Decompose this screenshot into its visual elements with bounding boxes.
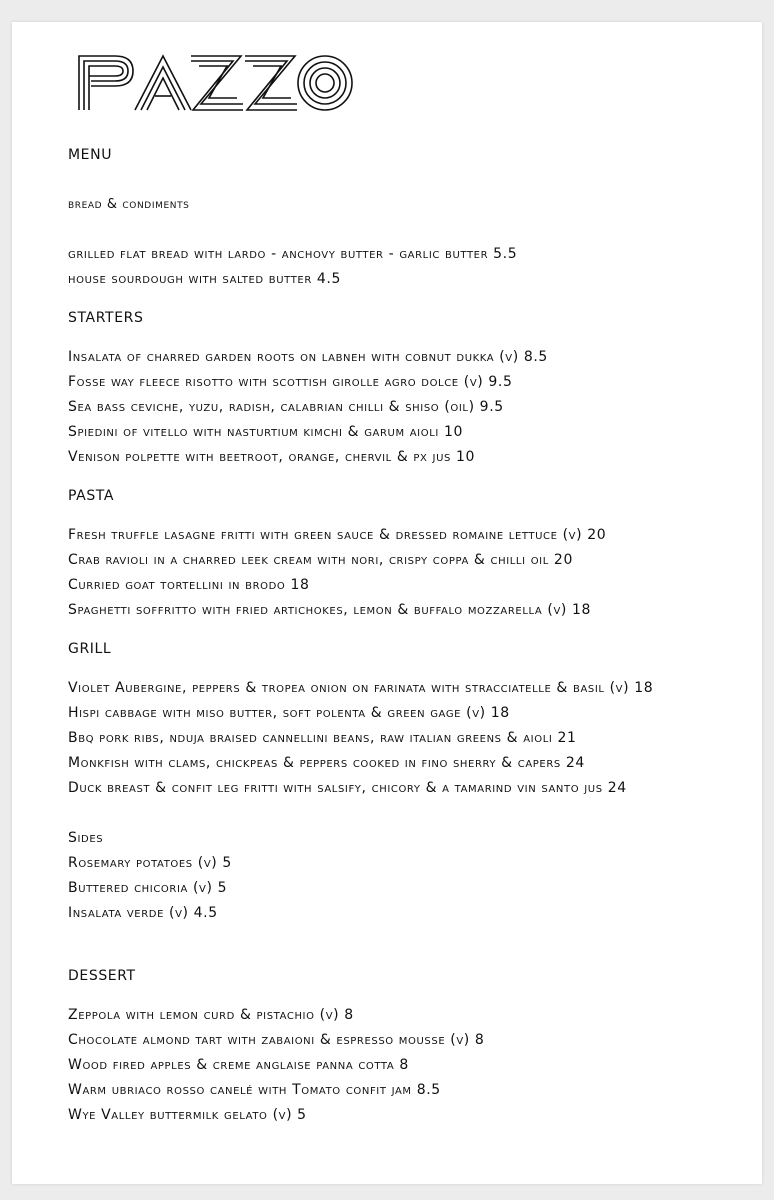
- menu-item: Fosse way fleece risotto with scottish girolle agro dolce (v) 9.5: [68, 374, 513, 390]
- menu-title: MENU: [68, 147, 113, 163]
- menu-item: Chocolate almond tart with zabaioni & espresso mousse (v) 8: [68, 1032, 485, 1048]
- menu-item: grilled flat bread with lardo - anchovy butter - garlic butter 5.5: [68, 246, 518, 262]
- menu-item: Violet Aubergine, peppers & tropea onion on farinata with stracciatelle & basil (v) 18: [68, 680, 654, 696]
- menu-item: Hispi cabbage with miso butter, soft polenta & green gage (v) 18: [68, 705, 510, 721]
- section-title-pasta: PASTA: [68, 488, 115, 504]
- section-title-sides: Sides: [68, 830, 104, 846]
- menu-item: Bbq pork ribs, nduja braised cannellini beans, raw italian greens & aioli 21: [68, 730, 577, 746]
- menu-page: [12, 22, 762, 1184]
- menu-item: house sourdough with salted butter 4.5: [68, 271, 341, 287]
- section-title-bread: bread & condiments: [68, 197, 190, 212]
- section-title-starters: STARTERS: [68, 310, 144, 326]
- menu-item: Buttered chicoria (v) 5: [68, 880, 228, 896]
- menu-item: Zeppola with lemon curd & pistachio (v) 8: [68, 1007, 354, 1023]
- pazzo-logo: [77, 54, 353, 112]
- menu-item: Insalata verde (v) 4.5: [68, 905, 218, 921]
- menu-item: Crab ravioli in a charred leek cream with nori, crispy coppa & chilli oil 20: [68, 552, 573, 568]
- section-title-dessert: DESSERT: [68, 968, 136, 984]
- menu-item: Wood fired apples & creme anglaise panna cotta 8: [68, 1057, 409, 1073]
- menu-item: Insalata of charred garden roots on labneh with cobnut dukka (v) 8.5: [68, 349, 548, 365]
- menu-item: Duck breast & confit leg fritti with salsify, chicory & a tamarind vin santo jus 24: [68, 780, 627, 796]
- menu-item: Rosemary potatoes (v) 5: [68, 855, 232, 871]
- menu-item: Sea bass ceviche, yuzu, radish, calabrian chilli & shiso (oil) 9.5: [68, 399, 504, 415]
- menu-item: Curried goat tortellini in brodo 18: [68, 577, 310, 593]
- menu-item: Wye Valley buttermilk gelato (v) 5: [68, 1107, 307, 1123]
- menu-item: Spiedini of vitello with nasturtium kimchi & garum aioli 10: [68, 424, 463, 440]
- menu-item: Warm ubriaco rosso canelé with Tomato confit jam 8.5: [68, 1082, 441, 1098]
- menu-item: Venison polpette with beetroot, orange, chervil & px jus 10: [68, 449, 476, 465]
- menu-item: Spaghetti soffritto with fried artichokes, lemon & buffalo mozzarella (v) 18: [68, 602, 592, 618]
- section-title-grill: GRILL: [68, 641, 112, 657]
- menu-item: Monkfish with clams, chickpeas & peppers cooked in fino sherry & capers 24: [68, 755, 585, 771]
- menu-item: Fresh truffle lasagne fritti with green sauce & dressed romaine lettuce (v) 20: [68, 527, 607, 543]
